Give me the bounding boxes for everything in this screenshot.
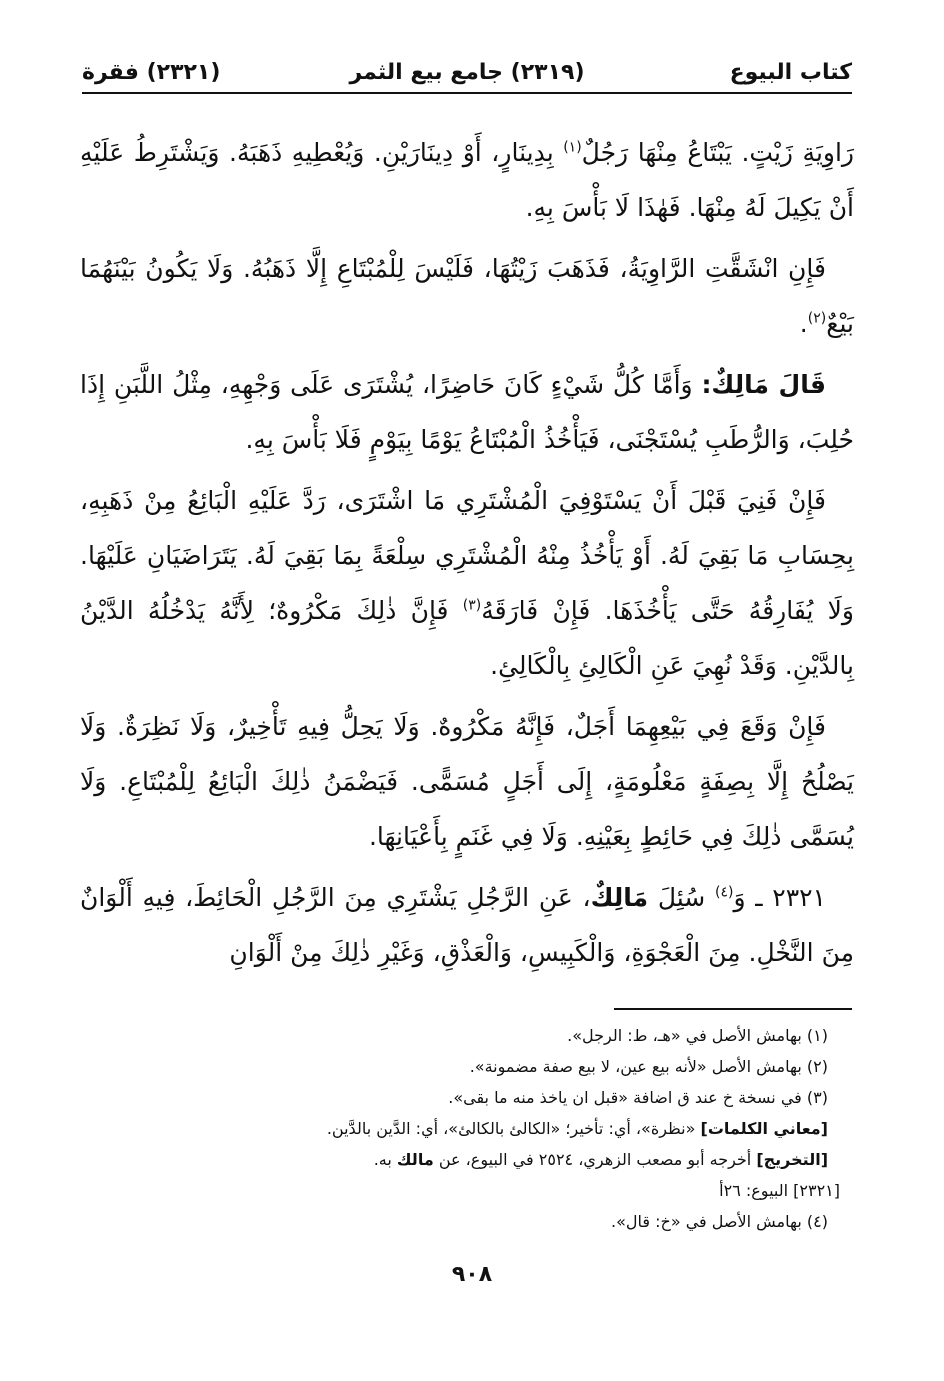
word-meanings — [80, 1113, 840, 1144]
p4-text-a: فَإِنْ فَنِيَ قَبْلَ أَنْ يَسْتَوْفِيَ الْمُشْتَرِي مَا اشْتَرَى، رَدَّ عَلَيْهِ الْبَائِعُ مِنْ ذَهَبِهِ، بِحِسَابِ مَا بَقِيَ لَهُ. أَوْ يَأْخُذُ مِنْهُ الْمُشْتَرِي سِلْعَةً بِمَا بَقِيَ لَهُ. يَتَرَاضَيَانِ عَلَيْهَا. وَلَا يُفَارِقُهُ حَتَّى يَأْخُذَهَا. فَإِنْ فَارَقَهُ — [80, 486, 855, 625]
word-meanings-text: «نظرة»، أي: تأخير؛ «الكالئ بالكالئ»، أي: الدَّين بالدَّين. — [326, 1119, 701, 1138]
word-meanings-label: [معاني الكلمات] — [700, 1119, 828, 1138]
footnote-marker-2: (٢) — [807, 310, 827, 327]
footnote-4: (٤) بهامش الأصل في «خ: قال». — [611, 1212, 828, 1231]
paragraph-4 — [80, 473, 854, 693]
page-number: ٩٠٨ — [451, 1262, 493, 1287]
p2-text-b: . — [799, 309, 808, 338]
footnotes — [80, 1020, 840, 1237]
footnote-marker-1: (١) — [563, 139, 582, 156]
header-section-title: (٢٣١٩) جامع بيع الثمر — [349, 60, 585, 85]
paragraph-3 — [80, 357, 854, 467]
p6-text-a: سُئِلَ — [648, 883, 715, 912]
footnote-marker-4: (٤) — [714, 884, 734, 901]
paragraph-6 — [80, 870, 854, 980]
main-text — [80, 125, 854, 986]
footnote-marker-3: (٣) — [462, 597, 482, 614]
p2-text-a: فَإِنِ انْشَقَّتِ الرَّاوِيَةُ، فَذَهَبَ زَيْتُهَا، فَلَيْسَ لِلْمُبْتَاعِ إِلَّا ذَهَبُهُ. وَلَا يَكُونُ بَيْنَهُمَا بَيْعٌ — [80, 254, 854, 338]
p6-speaker: مَالِكٌ — [590, 883, 649, 912]
p6-text-b: ، عَنِ الرَّجُلِ يَشْتَرِي مِنَ الرَّجُلِ الْحَائِطَ، فِيهِ أَلْوَانٌ مِنَ النَّخْلِ. مِنَ الْعَجْوَةِ، وَالْكَبِيسِ، وَالْعَذْقِ، وَغَيْرِ ذٰلِكَ مِنْ أَلْوَانِ — [80, 883, 854, 967]
paragraph-5 — [80, 699, 854, 864]
paragraph-1 — [80, 125, 854, 235]
takhrij — [80, 1144, 840, 1175]
footnote-divider — [614, 1008, 852, 1010]
p4-text-b: فَإِنَّ ذٰلِكَ مَكْرُوهٌ؛ لِأَنَّهُ يَدْخُلُهُ الدَّيْنُ بِالدَّيْنِ. وَقَدْ نُهِيَ عَنِ الْكَالِئِ بِالْكَالِئِ. — [80, 596, 854, 680]
takhrij-label: [التخريج] — [756, 1150, 828, 1169]
header-paragraph-ref: (٢٣٢١) فقرة — [82, 60, 221, 85]
takhrij-malik: مالك — [396, 1150, 434, 1169]
footnote-2: (٢) بهامش الأصل «لأنه بيع عين، لا بيع صفة مضمونة». — [469, 1057, 828, 1076]
p1-text-a: رَاوِيَةِ زَيْتٍ. يَبْتَاعُ مِنْهَا رَجُلٌ — [581, 138, 854, 167]
footnote-3: (٣) في نسخة خ عند ق اضافة «قبل ان ياخذ منه ما بقى». — [448, 1088, 828, 1107]
paragraph-2 — [80, 241, 854, 351]
running-header — [82, 52, 852, 92]
header-book-title: كتاب البيوع — [729, 60, 852, 85]
p3-speaker: قَالَ مَالِكٌ: — [701, 370, 826, 399]
hadith-number: ٢٣٢١ ـ وَ — [733, 883, 826, 912]
header-divider — [82, 92, 852, 94]
p3-text: وَأَمَّا كُلُّ شَيْءٍ كَانَ حَاضِرًا، يُشْتَرَى عَلَى وَجْهِهِ، مِثْلُ اللَّبَنِ إِذَا حُلِبَ، وَالرُّطَبِ يُسْتَجْنَى، فَيَأْخُذُ الْمُبْتَاعُ يَوْمًا بِيَوْمٍ فَلَا بَأْسَ بِهِ. — [80, 370, 854, 454]
footnote-1: (١) بهامش الأصل في «هـ، ط: الرجل». — [567, 1026, 828, 1045]
takhrij-end: به. — [373, 1150, 397, 1169]
takhrij-text: أخرجه أبو مصعب الزهري، ٢٥٢٤ في البيوع، عن — [433, 1150, 757, 1169]
p5-text: فَإِنْ وَقَعَ فِي بَيْعِهِمَا أَجَلٌ، فَإِنَّهُ مَكْرُوهٌ. وَلَا يَحِلُّ فِيهِ تَأْخِيرٌ، وَلَا نَظِرَةٌ. وَلَا يَصْلُحُ إِلَّا بِصِفَةٍ مَعْلُومَةٍ، إِلَى أَجَلٍ مُسَمًّى. فَيَضْمَنُ ذٰلِكَ الْبَائِعُ لِلْمُبْتَاعِ. وَلَا يُسَمَّى ذٰلِكَ فِي حَائِطٍ بِعَيْنِهِ. وَلَا فِي غَنَمٍ بِأَعْيَانِهَا. — [80, 712, 854, 851]
manuscript-reference: [٢٣٢١] البيوع: ٢٦أ — [719, 1181, 840, 1200]
p1-text-b: بِدِينَارٍ، أَوْ دِينَارَيْنِ. وَيُعْطِيهِ ذَهَبَهُ. وَيَشْتَرِطُ عَلَيْهِ أَنْ يَكِيلَ لَهُ مِنْهَا. فَهٰذَا لَا بَأْسَ بِهِ. — [80, 138, 854, 222]
